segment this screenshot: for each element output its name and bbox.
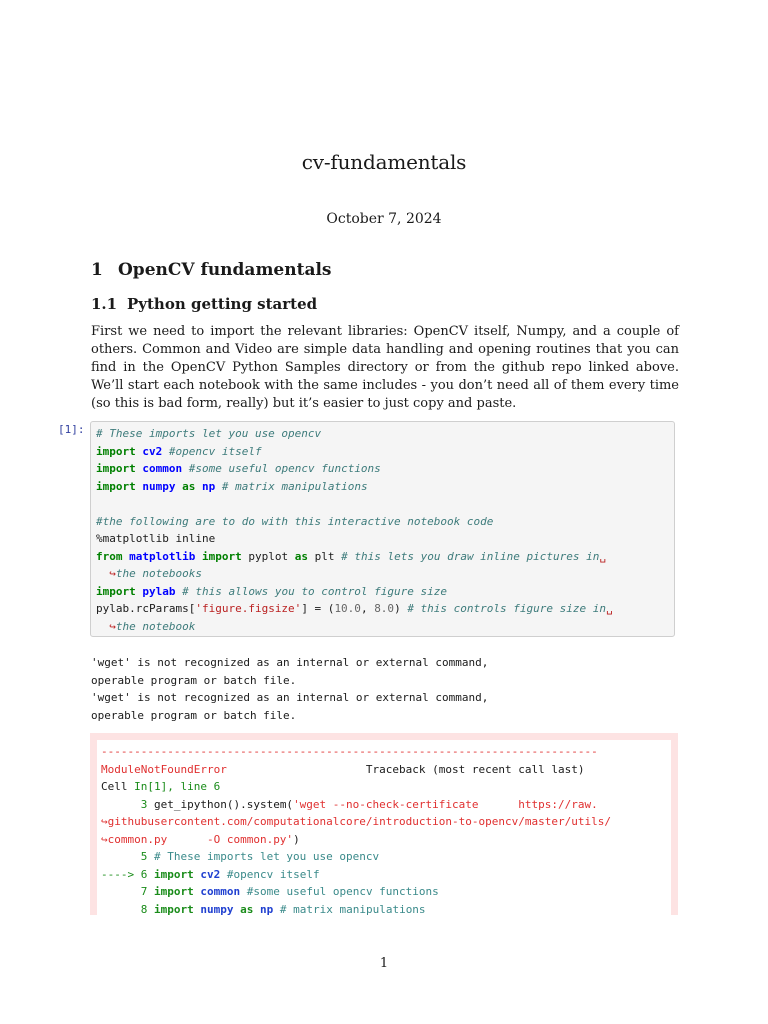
code-line bbox=[96, 495, 613, 513]
continuation-arrow-icon: ↪ bbox=[101, 815, 108, 828]
code-line: import cv2 #opencv itself bbox=[96, 444, 262, 458]
error-output bbox=[90, 733, 678, 915]
code-line: pylab.rcParams['figure.figsize'] = (10.0, 8.0) # this controls figure size in␣ bbox=[96, 602, 613, 615]
stream-output bbox=[91, 654, 488, 724]
code-line: import common #some useful opencv functions bbox=[96, 462, 381, 475]
section-title: OpenCV fundamentals bbox=[118, 260, 332, 280]
output-line: operable program or batch file. bbox=[91, 673, 297, 687]
continuation-arrow-icon: ↪ bbox=[109, 619, 116, 633]
traceback-line: 8 import numpy as np # matrix manipulations bbox=[101, 902, 426, 915]
intro-paragraph: First we need to import the relevant libraries: OpenCV itself, Numpy, and a couple of others. Common and Video are simple data handling and opening routines that you can find in the OpenCV Python Samples directory or from the github repo linked above. We’ll start each notebook with the same includes - you don’t need all of them every time (so this is bad form, really) but it’s easier to just copy and paste. bbox=[91, 324, 679, 411]
traceback-line: ↪githubusercontent.com/computationalcore/introduction-to-opencv/master/utils/ bbox=[101, 815, 611, 828]
line-wrap-icon: ␣ bbox=[599, 549, 607, 563]
code-line: import numpy as np # matrix manipulations bbox=[96, 479, 368, 493]
output-line: 'wget' is not recognized as an internal or external command, bbox=[91, 691, 489, 704]
output-line: operable program or batch file. bbox=[91, 708, 297, 722]
error-output-body bbox=[97, 740, 671, 915]
section-heading bbox=[91, 260, 332, 280]
document-date: October 7, 2024 bbox=[326, 211, 442, 227]
subsection-number: 1.1 bbox=[91, 295, 118, 313]
cell-prompt: [1]: bbox=[58, 423, 85, 436]
error-cell-ref: Cell In[1], line 6 bbox=[101, 780, 221, 793]
traceback-line: ----> 6 import cv2 #opencv itself bbox=[101, 867, 320, 881]
code-line: import pylab # this allows you to control figure size bbox=[96, 584, 448, 598]
continuation-arrow-icon: ↪ bbox=[101, 832, 108, 846]
traceback-label: Traceback (most recent call last) bbox=[365, 762, 585, 776]
output-line: 'wget' is not recognized as an internal or external command, bbox=[91, 656, 489, 669]
subsection-heading bbox=[91, 295, 317, 313]
code-line: %matplotlib inline bbox=[96, 532, 216, 545]
error-lines bbox=[101, 743, 611, 915]
code-line: from matplotlib import pyplot as plt # this lets you draw inline pictures in␣ bbox=[96, 549, 607, 563]
code-line: #the following are to do with this interactive notebook code bbox=[96, 514, 494, 528]
section-number: 1 bbox=[91, 260, 103, 280]
traceback-line: ↪common.py -O common.py') bbox=[101, 832, 300, 846]
error-separator: --------------------------------------------------------------------------- bbox=[101, 745, 598, 758]
code-line: ↪the notebook bbox=[109, 619, 196, 633]
code-line: ↪the notebooks bbox=[109, 567, 202, 580]
traceback-line: 5 # These imports let you use opencv bbox=[101, 850, 380, 863]
document-title: cv-fundamentals bbox=[301, 150, 467, 174]
continuation-arrow-icon: ↪ bbox=[109, 567, 116, 580]
subsection-title: Python getting started bbox=[127, 295, 318, 313]
page-number: 1 bbox=[379, 956, 389, 971]
code-line: # These imports let you use opencv bbox=[96, 427, 322, 440]
traceback-line: 3 get_ipython().system('wget --no-check-certificate https://raw. bbox=[101, 797, 598, 811]
line-wrap-icon: ␣ bbox=[606, 602, 613, 615]
code-cell[interactable] bbox=[90, 421, 675, 637]
code-lines bbox=[96, 425, 613, 635]
traceback-line: 7 import common #some useful opencv functions bbox=[101, 885, 439, 898]
error-header bbox=[101, 761, 611, 779]
error-name: ModuleNotFoundError bbox=[101, 762, 227, 776]
